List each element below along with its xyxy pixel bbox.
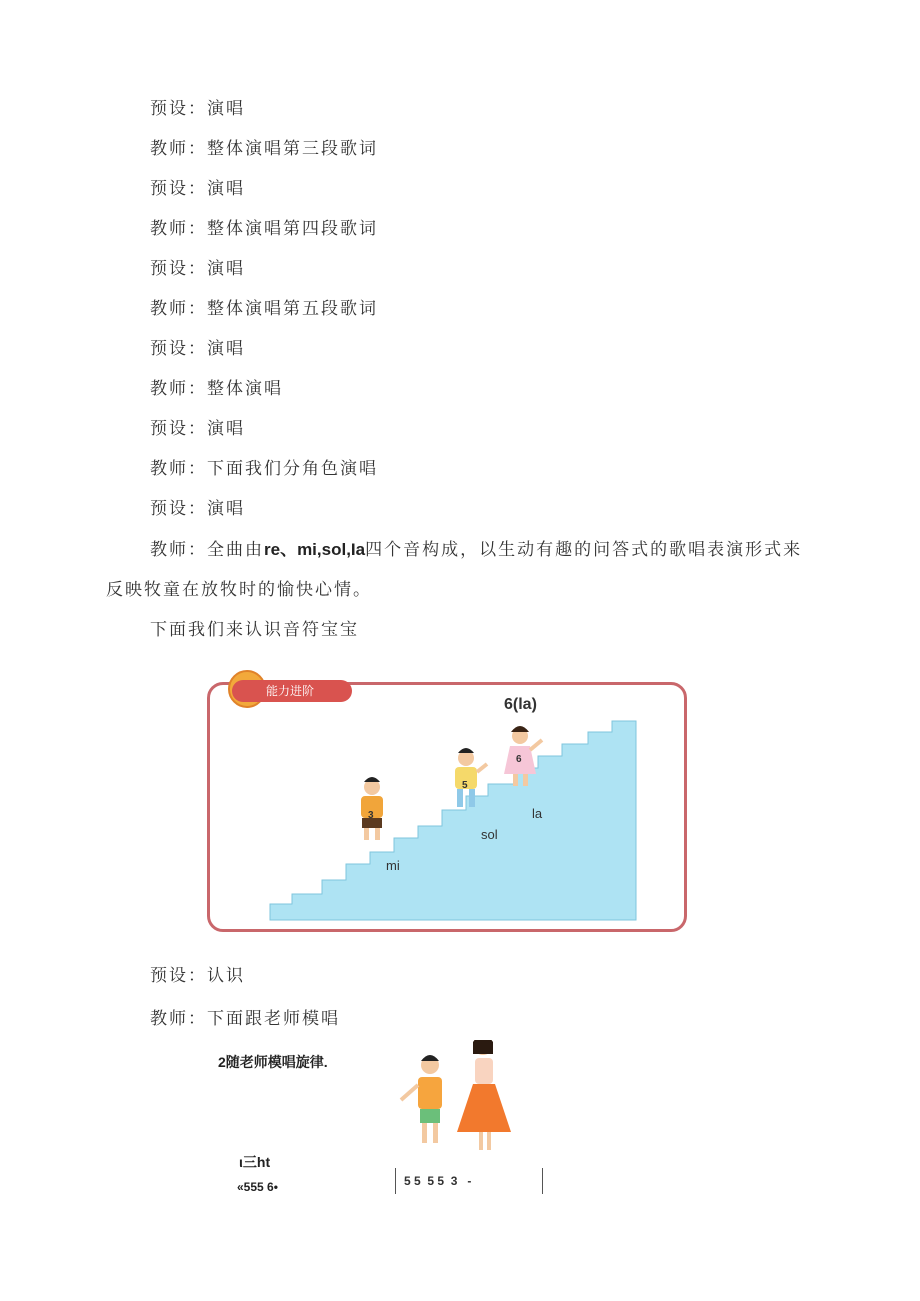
imitation-caption: 2随老师模唱旋律. xyxy=(218,1054,328,1070)
staircase-illustration xyxy=(204,666,688,934)
shirt-number-5: 5 xyxy=(462,780,468,791)
imitation-label-a: ι三ht xyxy=(239,1154,271,1170)
paragraph-suffix: 四个音构成，以生动有趣的问答式的歌唱表演形式来反映牧童在放牧时的愉快心情。 xyxy=(106,540,803,600)
paragraph-prefix: 教师：全曲由 xyxy=(150,540,264,560)
teacher-figure xyxy=(457,1040,511,1150)
dialogue-line: 教师：整体演唱第五段歌词 xyxy=(150,299,378,319)
ability-badge: 能力进阶 xyxy=(232,680,352,702)
intro-line: 下面我们来认识音符宝宝 xyxy=(150,620,359,640)
dialogue-line: 预设：演唱 xyxy=(150,179,245,199)
score-notes: 5 5 5 5 3 - xyxy=(404,1174,472,1188)
note-label-mi: mi xyxy=(386,858,400,873)
dialogue-line: 预设：演唱 xyxy=(150,259,245,279)
dialogue-line: 教师：下面我们分角色演唱 xyxy=(150,459,378,479)
note-la-title: 6(la) xyxy=(504,696,537,713)
dialogue-line: 教师：整体演唱第四段歌词 xyxy=(150,219,378,239)
paragraph-notes: re、mi,sol,Ia xyxy=(264,540,366,559)
note-label-sol: sol xyxy=(481,827,498,842)
staircase xyxy=(270,721,636,920)
dialogue-line: 教师：整体演唱 xyxy=(150,379,283,399)
note-label-la: la xyxy=(532,806,543,821)
dialogue-line: 预设：演唱 xyxy=(150,499,245,519)
score-bar xyxy=(395,1168,543,1194)
imitation-label-b: «555 6• xyxy=(237,1180,278,1194)
after-figure-line: 教师：下面跟老师模唱 xyxy=(150,1009,340,1029)
kid-figure xyxy=(401,1055,442,1143)
dialogue-line: 预设：演唱 xyxy=(150,339,245,359)
dialogue-line: 预设：演唱 xyxy=(150,99,245,119)
shirt-number-6: 6 xyxy=(516,754,522,765)
shirt-number-3: 3 xyxy=(368,810,374,821)
dialogue-line: 教师：整体演唱第三段歌词 xyxy=(150,139,378,159)
after-figure-line: 预设：认识 xyxy=(150,966,245,986)
imitation-figure xyxy=(215,1040,555,1200)
note-staircase-figure xyxy=(204,666,688,934)
teacher-paragraph xyxy=(106,530,814,610)
kid-mi-figure xyxy=(361,777,383,840)
dialogue-line: 预设：演唱 xyxy=(150,419,245,439)
